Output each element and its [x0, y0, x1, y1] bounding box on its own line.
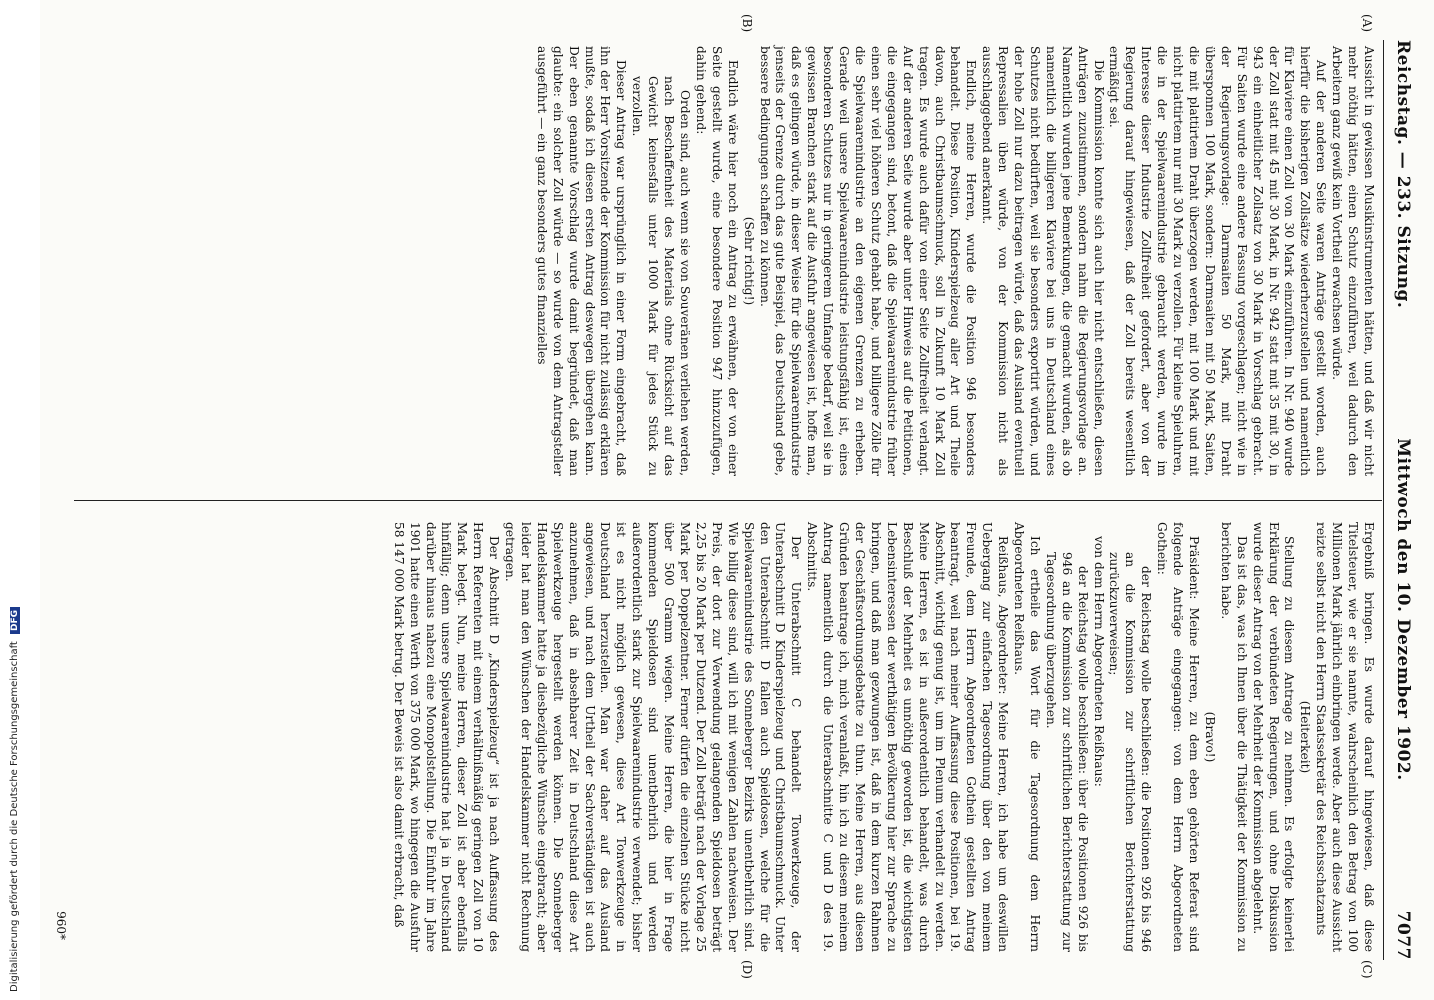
left-column [533, 46, 1376, 476]
paragraph: Das ist das, was ich Ihnen über die Thätigkeit der Kommission zu berichten habe. [1218, 522, 1249, 952]
paragraph: Endlich, meine Herren, wurde die Position 946 besonders behandelt. Diese Position, Kinderspielzeug aller Art und Theile davon, auch Christbaumschmuck, soll in Zukunft 10 Mark Zoll tragen. Es wurde auch dafür von einer Seite Zollfreiheit verlangt. Auf der anderen Seite wurde aber unter Hinweis auf die Petitionen, die eingegangen sind, betont, daß die Spielwaarenindustrie früher einen sehr viel höheren Schutz gehabt habe, und billigere Zölle für die Spielwaarenindustrie an den eigenen Grenzen zu erheben. Gerade weil unsere Spielwaarenindustrie leistungsfähig ist, eines besonderen Schutzes nur in geringerem Umfange bedarf, weil sie in gewissen Branchen stark auf die Ausfuhr angewiesen ist, hoffe man, daß es gelingen würde, in dieser Weise für die Spielwaarenindustrie jenseits der Grenze durch das gute Beispiel, das Deutschland gebe, bessere Bedingungen schaffen zu können. [757, 46, 979, 476]
paragraph: Auf der anderen Seite waren Anträge gestellt worden, auch hierfür die bisherigen Zollsätze wiederherzustellen und namentlich für Klaviere einen Zoll von 30 Mark einzuführen. In Nr. 940 wurde der Zoll statt mit 45 mit 30 Mark, in Nr. 942 statt mit 35 mit 30, in 943 ein einheitlicher Zollsatz von 30 Mark in Vorschlag gebracht. Für Saiten wurde eine andere Fassung vorgeschlagen; nicht wie in der Regierungsvorlage: Darmsaiten 50 Mark, mit Draht übersponnen 100 Mark, sondern: Darmsaiten mit 50 Mark, Saiten, die mit plattirtem Draht überzogen werden, mit 100 Mark und mit nicht plattirtem nur mit 30 Mark zu verzollen. Für kleine Spieluhren, die in der Spielwaarenindustrie gebraucht werden, wurde im Interesse dieser Industrie Zollfreiheit gefordert, aber von der Regierung darauf hingewiesen, daß der Zoll bereits wesentlich ermäßigt sei. [1107, 46, 1329, 476]
interjection: (Sehr richtig!) [741, 216, 756, 306]
margin-marker-d: (D) [740, 960, 754, 979]
interjection: (Bravo!) [1202, 711, 1217, 763]
quoted-motion: der Reichstag wolle beschließen: über die Positionen 926 bis 946 an die Kommission zur schriftlichen Berichterstattung zur Tagesordnung überzugehen. [1043, 552, 1090, 952]
paragraph: Ergebniß bringen. Es wurde darauf hingewiesen, daß diese Titelsteuer, wie er sie nannte, wahrscheinlich den Betrag von 100 Millionen Mark jährlich einbringen werde. Aber auch diese Aussicht reizte selbst nicht den Herrn Staatssekretär des Reichsschatzamts [1314, 522, 1376, 952]
paragraph: von dem Herrn Abgeordneten Reißhaus: [1091, 536, 1106, 787]
header-left: Reichstag. — 233. Sitzung. [1393, 40, 1413, 309]
page-number: 7077 [1393, 910, 1413, 960]
margin-marker-a: (A) [1360, 14, 1374, 33]
president-speech: Präsident: Meine Herren, zu dem eben gehörten Referat sind folgende Anträge eingegangen: von dem Herrn Abgeordneten Gothein: [1155, 522, 1202, 952]
paragraph: Dieser Antrag war ursprünglich in einer Form eingebracht, daß ihn der Herr Vorsitzende der Kommission für nicht zulässig erklären mußte, sodaß ich diesen ersten Antrag deswegen übergehen kann. Der eben genannte Vorschlag wurde damit begründet, daß man glaubte: ein solcher Zoll würde — so wurde von dem Antragsteller ausgeführt — ein ganz besonders gutes finanzielles [534, 46, 629, 476]
right-column [390, 522, 1376, 952]
interjection: (Heiterkeit) [1298, 700, 1313, 774]
paragraph: Endlich wäre hier noch ein Antrag zu erwähnen, der von einer Seite gestellt wurde, eine besondere Position 947 hinzuzufügen, dahin gehend: [693, 46, 740, 476]
scanned-page [40, 0, 1434, 1000]
column-divider [74, 500, 1382, 501]
speech: Reißhaus, Abgeordneter: Meine Herren, ich habe um deswillen Uebergang zur einfachen Tagesordnung über den von meinem Freunde, dem Herrn Abgeordneten Gothein gestellten Antrag beantragt, weil nach meiner Auffassung diese Positionen, bei 19. Abschnitt, wichtig genug ist, um im Plenum verhandelt zu werden. Meine Herren, es ist in außerordentlich behandelt, was durch Beschluß der Mehrheit es unnöthig geworden ist, die wichtigsten Lebensinteressen der werthätigen Bevölkerung hier zur Sprache zu bringen, und daß man gezwungen ist, daß in dem kurzen Rahmen der Geschäftsordnungsdebatte zu thun. Meine Herren, aus diesen Gründen beantrage ich, mich veranlaßt, hin ich zu diesem meinem Antrag namentlich durch die Unterabschnitte C und D des 19. Abschnitts. [805, 522, 1011, 952]
digitization-credit [0, 0, 40, 1000]
paragraph: Der Unterabschnitt C behandelt Tonwerkzeuge, der Unterabschnitt D Kinderspielzeug und Christbaumschmuck. Unter den Unterabschnitt D fallen auch Spieldosen, welche für die Spielwaarenindustrie des Sonneberger Bezirks unentbehrlich sind. Wie billig diese sind, will ich mit wenigen Zahlen nachweisen. Der Preis, der dort zur Verwendung gelangenden Spieldosen beträgt 2,25 bis 20 Mark per Dutzend. Der Zoll beträgt nach der Vorlage 25 Mark per Doppelzentner. Ferner dürfen die einzelnen Stücke nicht über 500 Gramm wiegen. Meine Herren, die hier in Frage kommenden Spieldosen sind unentbehrlich und werden außerordentlich stark zur Spielwaarenindustrie verwendet; bisher ist es nicht möglich gewesen, diese Art Tonwerkzeuge in Deutschland herzustellen. Man war daher auf das Ausland angewiesen, und nach dem Urtheil der Sachverständigen ist auch anzunehmen, daß in absehbarer Zeit in Deutschland diese Art Spielwerkzeuge hergestellt werden können. Die Sonneberger Handelskammer hatte ja diesbezügliche Wünsche eingebracht; aber leider hat man den Wünschen der Handelskammer nicht Rechnung getragen. [503, 522, 804, 952]
paragraph: Die Kommission konnte sich auch hier nicht entschließen, diesen Anträgen zuzustimmen, sondern nahm die Regierungsvorlage an. Namentlich wurden jene Bemerkungen, die gemacht wurden, als ob namentlich die billigeren Klaviere bei uns in Deutschland eines Schutzes nicht bedürften, weil sie besonders exportirt würden, und der hohe Zoll nur dazu beitragen würde, daß das Ausland eventuell Repressalien üben würde, von der Kommission nicht als ausschlaggebend anerkannt. [980, 46, 1106, 476]
paragraph: Ich ertheile das Wort für die Tagesordnung dem Herrn Abgeordneten Reißhaus. [1012, 522, 1042, 952]
page-header [1386, 40, 1420, 960]
page-footer: 960* [54, 911, 68, 940]
margin-marker-c: (C) [1360, 960, 1374, 979]
quoted-motion: Orden sind, auch wenn sie von Souveränen verliehen werden, nach Beschaffenheit des Materials ohne Rücksicht auf das Gewicht keinesfalls unter 1000 Mark für jedes Stück zu verzollen. [630, 76, 693, 476]
header-rule [1383, 40, 1384, 960]
paragraph: Der Abschnitt D „Kinderspielzeug“ ist ja nach Auffassung des Herrn Referenten mit einem verhältnißmäßig geringen Zoll von 10 Mark belegt. Nun, meine Herren, dieser Zoll ist aber ebenfalls hinfällig; denn unsere Spielwaarenindustrie hat ja in Deutschland darüber hinaus nahezu eine Monopolstellung. Die Einfuhr im Jahre 1901 hatte einen Werth von 375 000 Mark, wo hingegen die Ausfuhr 58 147 000 Mark betrug. Der Beweis ist also damit erbracht, daß [391, 522, 502, 952]
page-content [40, 0, 1434, 1000]
header-date: Mittwoch den 10. Dezember 1902. [1393, 438, 1413, 781]
margin-marker-b: (B) [740, 14, 754, 33]
quoted-motion: der Reichstag wolle beschließen: die Positionen 926 bis 946 an die Kommission zur schriftlichen Berichterstattung zurückzuverweisen; [1107, 552, 1154, 952]
paragraph: Aussicht in gewissen Musikinstrumenten hätten, und daß wir nicht mehr nöthig hätten, einen Schutz einzuführen, weil dadurch den Arbeitern ganz gewiß kein Vortheil erwachsen würde. [1330, 46, 1376, 476]
paragraph: Stellung zu diesem Antrage zu nehmen. Es erfolgte keinerlei Erklärung der verbündeten Regierungen, und ohne Diskussion wurde dieser Antrag von der Mehrheit der Kommission abgelehnt. [1250, 522, 1297, 952]
credit-text: Digitalisierung gefördert durch die Deutsche Forschungsgemeinschaft [9, 641, 20, 992]
dfg-logo: DFG [10, 607, 20, 634]
